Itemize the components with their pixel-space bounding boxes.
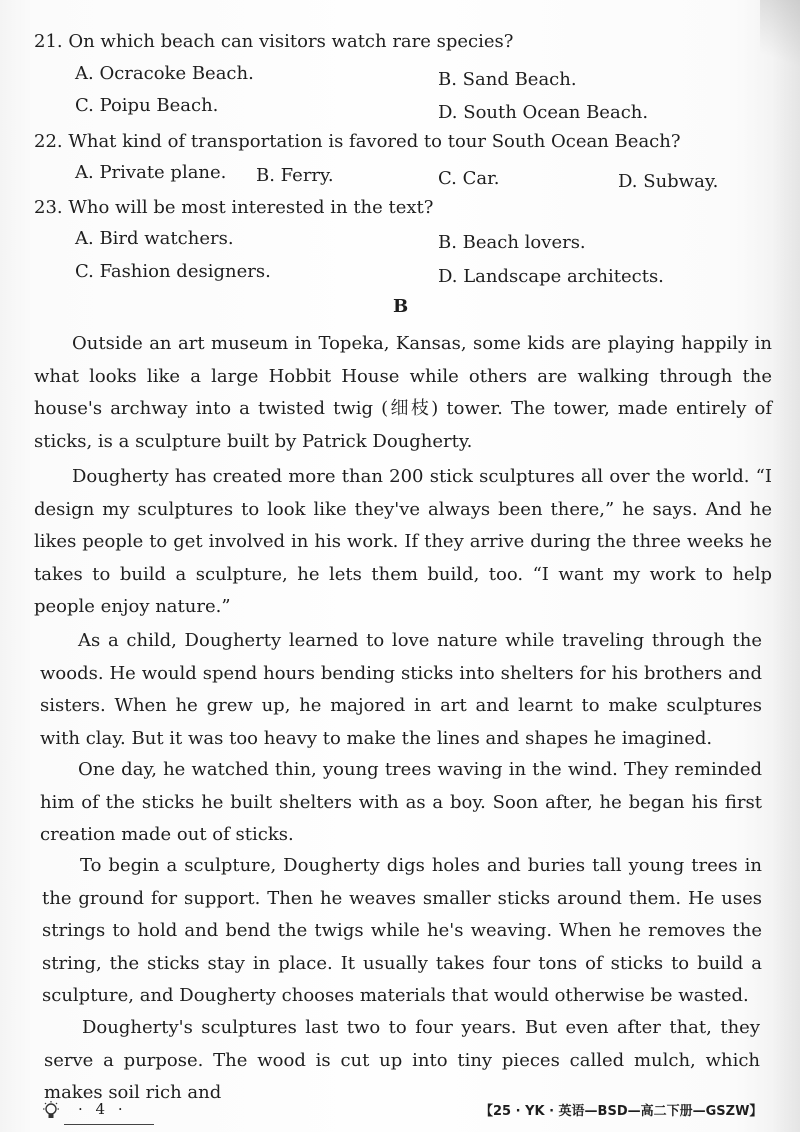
question-23-stem: 23. Who will be most interested in the text? [34, 197, 434, 218]
question-22-option-b: B. Ferry. [256, 165, 334, 186]
lightbulb-icon [40, 1100, 62, 1122]
page-number: · 4 · [78, 1100, 127, 1118]
page-edge-shadow [772, 0, 800, 1132]
passage-paragraph-1 [34, 328, 772, 458]
passage-paragraph-2 [34, 461, 772, 624]
question-22-option-c: C. Car. [438, 168, 500, 189]
passage-paragraph-6 [44, 1012, 760, 1110]
question-21-option-a: A. Ocracoke Beach. [75, 63, 254, 84]
question-23-option-d: D. Landscape architects. [438, 266, 664, 287]
question-21-option-b: B. Sand Beach. [438, 69, 577, 90]
footer-rule [64, 1124, 154, 1125]
paragraph-2-text: Dougherty has created more than 200 stick sculptures all over the world. “I design my sculptures to look like they've always been there,” he says. And he likes people to get involved in his work. If they arrive during the three weeks he takes to build a sculpture, he lets them build, too. “I want my work to help people enjoy nature.” [34, 466, 772, 617]
paragraph-4-text: One day, he watched thin, young trees waving in the wind. They reminded him of the sticks he built shelters with as a boy. Soon after, he began his first creation made out of sticks. [40, 759, 762, 845]
footer-exam-code: 【25 · YK · 英语—BSD—高二下册—GSZW】 [480, 1104, 763, 1119]
page-corner-shadow [760, 0, 800, 70]
paragraph-5-text: To begin a sculpture, Dougherty digs holes and buries tall young trees in the ground for support. Then he weaves smaller sticks around them. He uses strings to hold and bend the twigs while he's weaving. When he removes the string, the sticks stay in place. It usually takes four tons of sticks to build a sculpture, and Dougherty chooses materials that would otherwise be wasted. [42, 855, 762, 1006]
question-23-option-a: A. Bird watchers. [75, 228, 234, 249]
paragraph-1-text: Outside an art museum in Topeka, Kansas, some kids are playing happily in what looks like a large Hobbit House while others are walking through the house's archway into a twisted twig (细枝) tower. The tower, made entirely of sticks, is a sculpture built by Patrick Dougherty. [34, 333, 772, 452]
question-21-option-d: D. South Ocean Beach. [438, 102, 649, 123]
paragraph-3-text: As a child, Dougherty learned to love nature while traveling through the woods. He would spend hours bending sticks into shelters for his brothers and sisters. When he grew up, he majored in art and learnt to make sculptures with clay. But it was too heavy to make the lines and shapes he imagined. [40, 630, 762, 749]
question-23-option-c: C. Fashion designers. [75, 261, 271, 282]
question-23-option-b: B. Beach lovers. [438, 232, 586, 253]
question-22-option-d: D. Subway. [618, 171, 719, 192]
question-22-option-a: A. Private plane. [75, 162, 227, 183]
passage-paragraph-5 [42, 850, 762, 1013]
question-22-stem: 22. What kind of transportation is favored to tour South Ocean Beach? [34, 131, 681, 152]
passage-paragraph-4 [40, 754, 762, 852]
section-heading-b: B [393, 296, 409, 317]
passage-paragraph-3 [40, 625, 762, 755]
question-21-stem: 21. On which beach can visitors watch rare species? [34, 31, 514, 52]
paragraph-6-text: Dougherty's sculptures last two to four years. But even after that, they serve a purpose. The wood is cut up into tiny pieces called mulch, which makes soil rich and [44, 1017, 760, 1103]
question-21-option-c: C. Poipu Beach. [75, 95, 219, 116]
